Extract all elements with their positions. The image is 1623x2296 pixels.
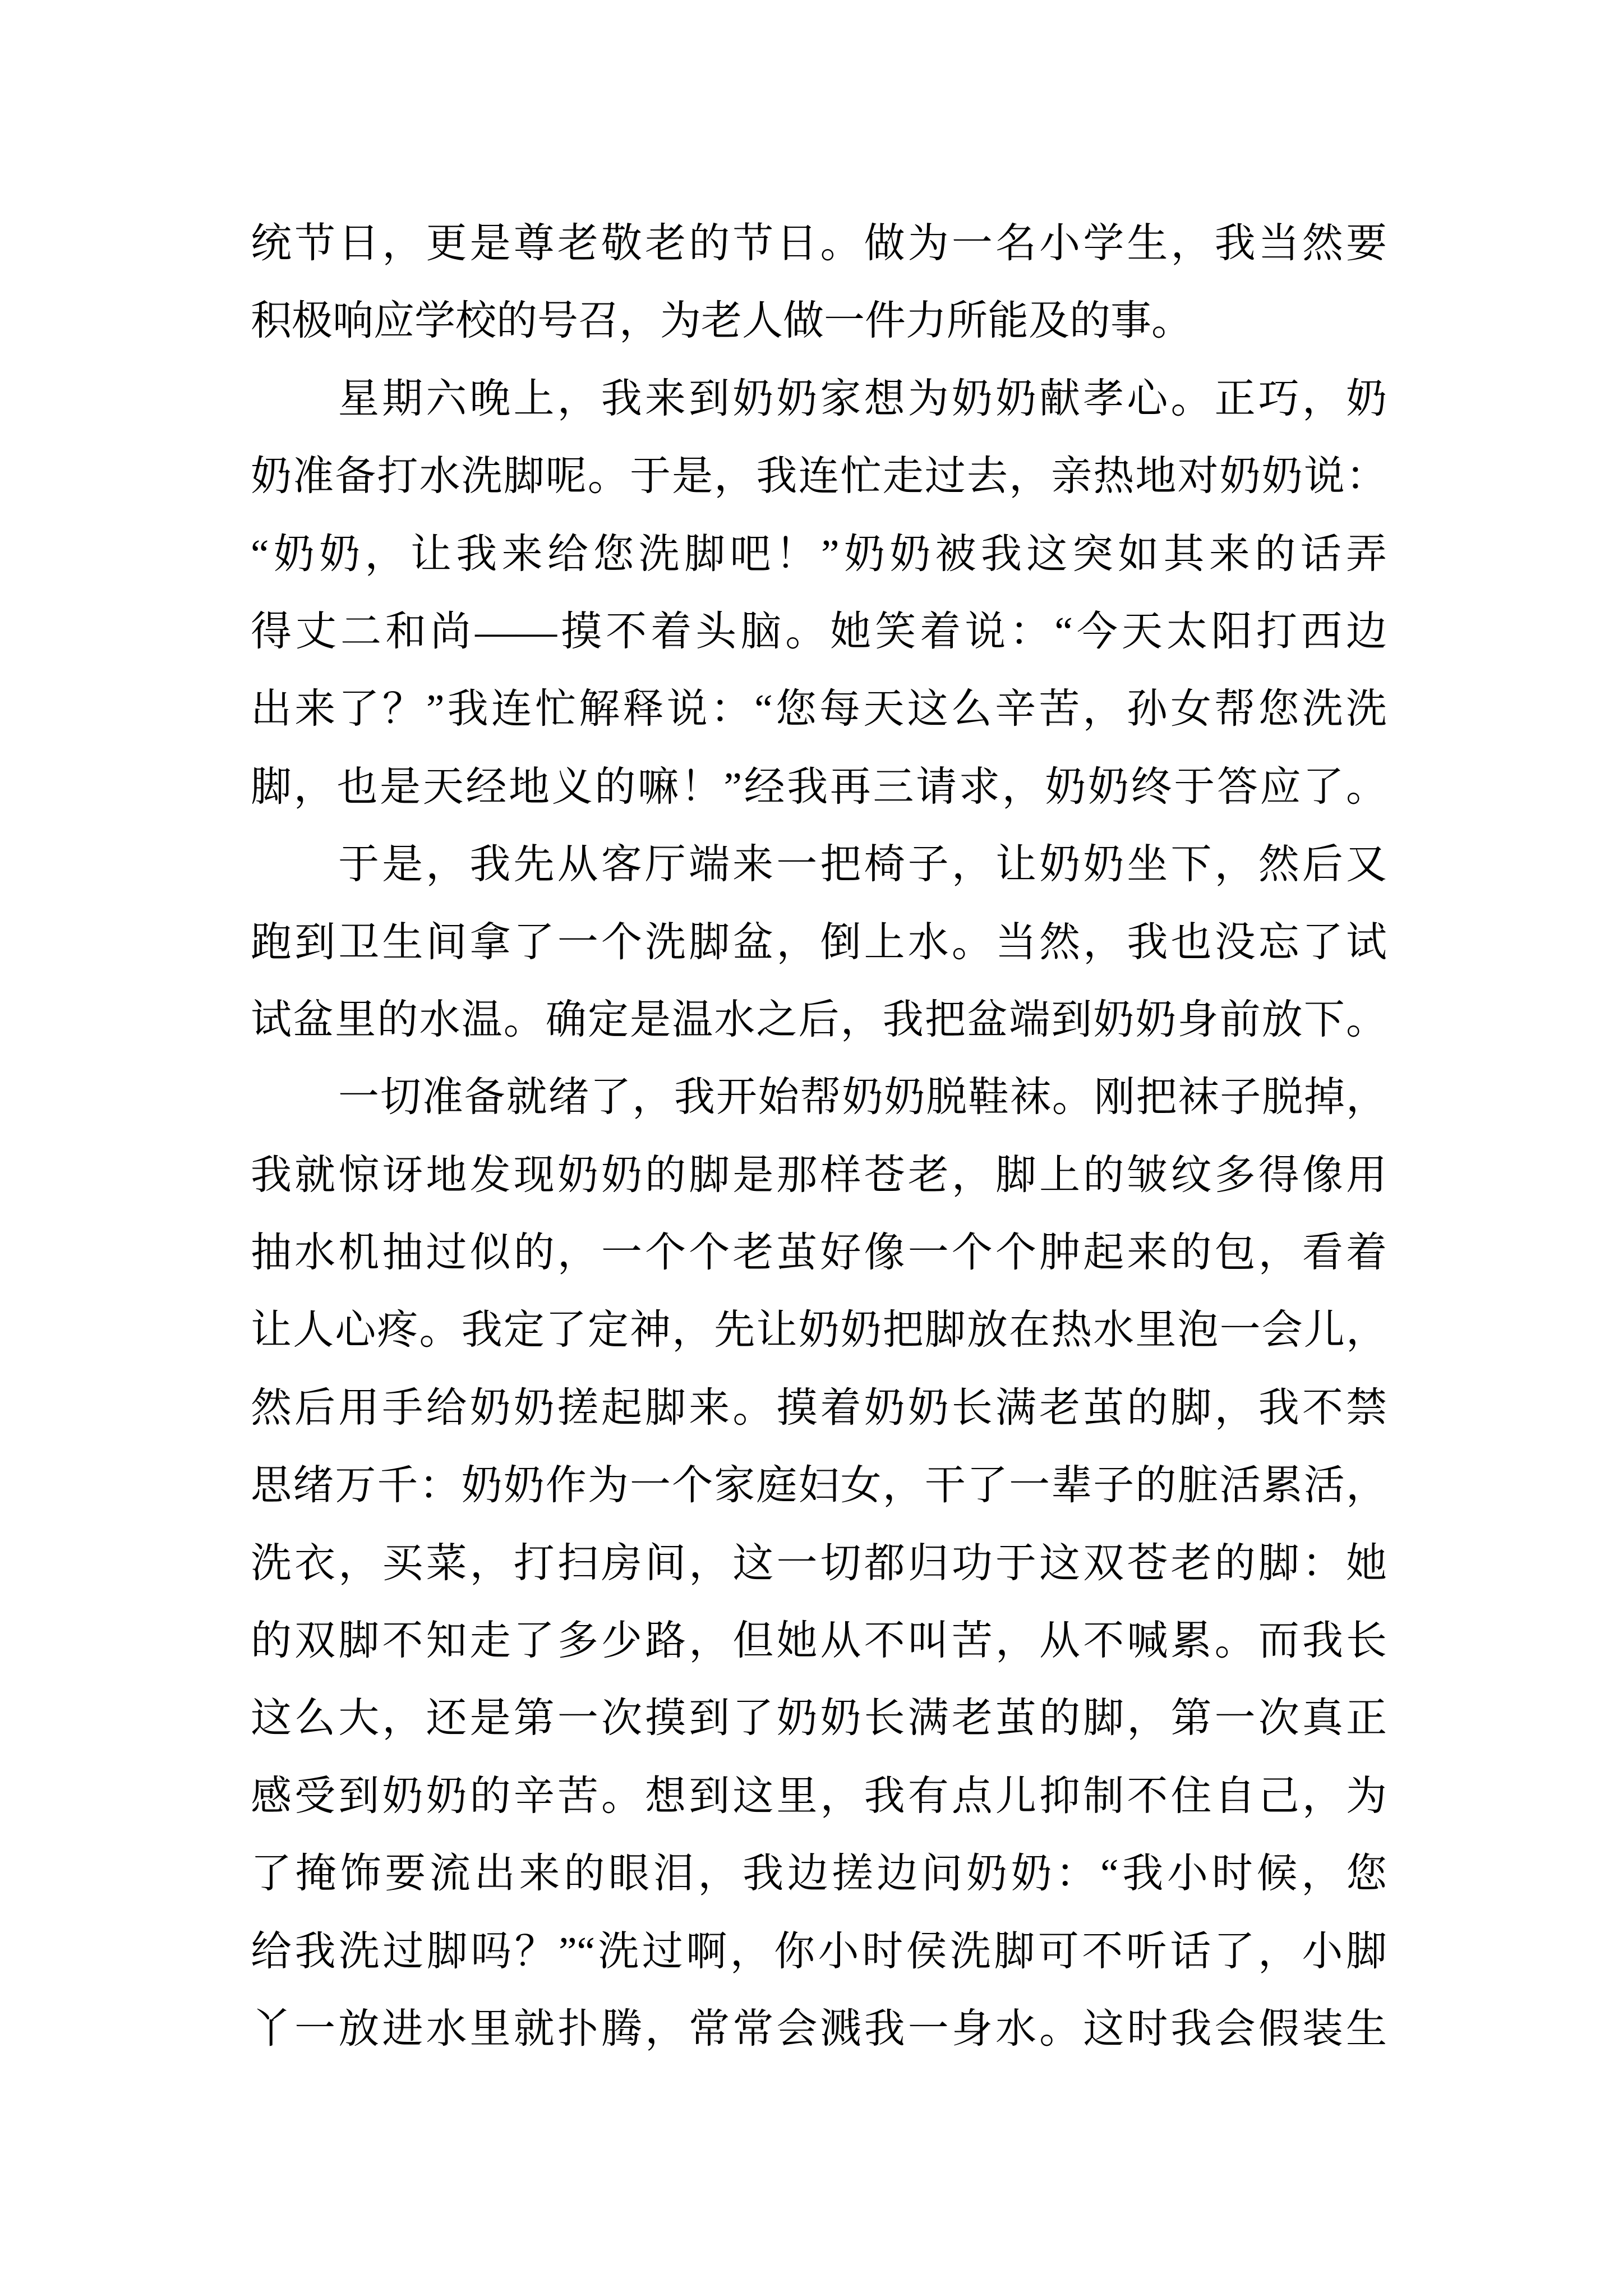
text-line: 于是，我先从客厅端来一把椅子，让奶奶坐下，然后又	[338, 841, 1387, 887]
text-line: 得丈二和尚——摸不着头脑。她笑着说：“今天太阳打西边	[251, 608, 1387, 654]
text-line: 抽水机抽过似的，一个个老茧好像一个个肿起来的包，看着	[251, 1230, 1387, 1276]
paragraph	[251, 1059, 1387, 2068]
text-line: 我就惊讶地发现奶奶的脚是那样苍老，脚上的皱纹多得像用	[251, 1152, 1387, 1198]
text-line: 洗衣，买菜，打扫房间，这一切都归功于这双苍老的脚：她	[251, 1540, 1387, 1586]
text-line: 让人心疼。我定了定神，先让奶奶把脚放在热水里泡一会儿，	[251, 1307, 1387, 1353]
text-line: 试盆里的水温。确定是温水之后，我把盆端到奶奶身前放下。	[251, 996, 1387, 1042]
paragraph	[251, 360, 1387, 826]
text-line: 统节日，更是尊老敬老的节日。做为一名小学生，我当然要	[251, 220, 1387, 266]
text-line: 脚，也是天经地义的嘛！”经我再三请求，奶奶终于答应了。	[251, 763, 1387, 809]
text-line: 的双脚不知走了多少路，但她从不叫苦，从不喊累。而我长	[251, 1618, 1387, 1664]
body-text	[251, 205, 1387, 2068]
paragraph	[251, 826, 1387, 1059]
text-line: 然后用手给奶奶搓起脚来。摸着奶奶长满老茧的脚，我不禁	[251, 1384, 1387, 1430]
text-line: 一切准备就绪了，我开始帮奶奶脱鞋袜。刚把袜子脱掉，	[338, 1074, 1387, 1120]
text-line: 这么大，还是第一次摸到了奶奶长满老茧的脚，第一次真正	[251, 1695, 1387, 1741]
text-line: 给我洗过脚吗？”“洗过啊，你小时侯洗脚可不听话了，小脚	[251, 1928, 1387, 1974]
text-line: 了掩饰要流出来的眼泪，我边搓边问奶奶：“我小时候，您	[251, 1851, 1387, 1897]
text-line: 星期六晚上，我来到奶奶家想为奶奶献孝心。正巧，奶	[338, 375, 1387, 421]
text-line: 丫一放进水里就扑腾，常常会溅我一身水。这时我会假装生	[251, 2005, 1387, 2051]
text-line: 跑到卫生间拿了一个洗脚盆，倒上水。当然，我也没忘了试	[251, 919, 1387, 965]
text-line: 出来了？”我连忙解释说：“您每天这么辛苦，孙女帮您洗洗	[251, 686, 1387, 732]
text-line: 思绪万千：奶奶作为一个家庭妇女，干了一辈子的脏活累活，	[251, 1462, 1387, 1508]
paragraph	[251, 205, 1387, 360]
text-line: 感受到奶奶的辛苦。想到这里，我有点儿抑制不住自己，为	[251, 1773, 1387, 1819]
text-line: 积极响应学校的号召，为老人做一件力所能及的事。	[251, 298, 1192, 344]
text-line: 奶准备打水洗脚呢。于是，我连忙走过去，亲热地对奶奶说：	[251, 453, 1387, 499]
text-line: “奶奶，让我来给您洗脚吧！”奶奶被我这突如其来的话弄	[251, 531, 1387, 577]
